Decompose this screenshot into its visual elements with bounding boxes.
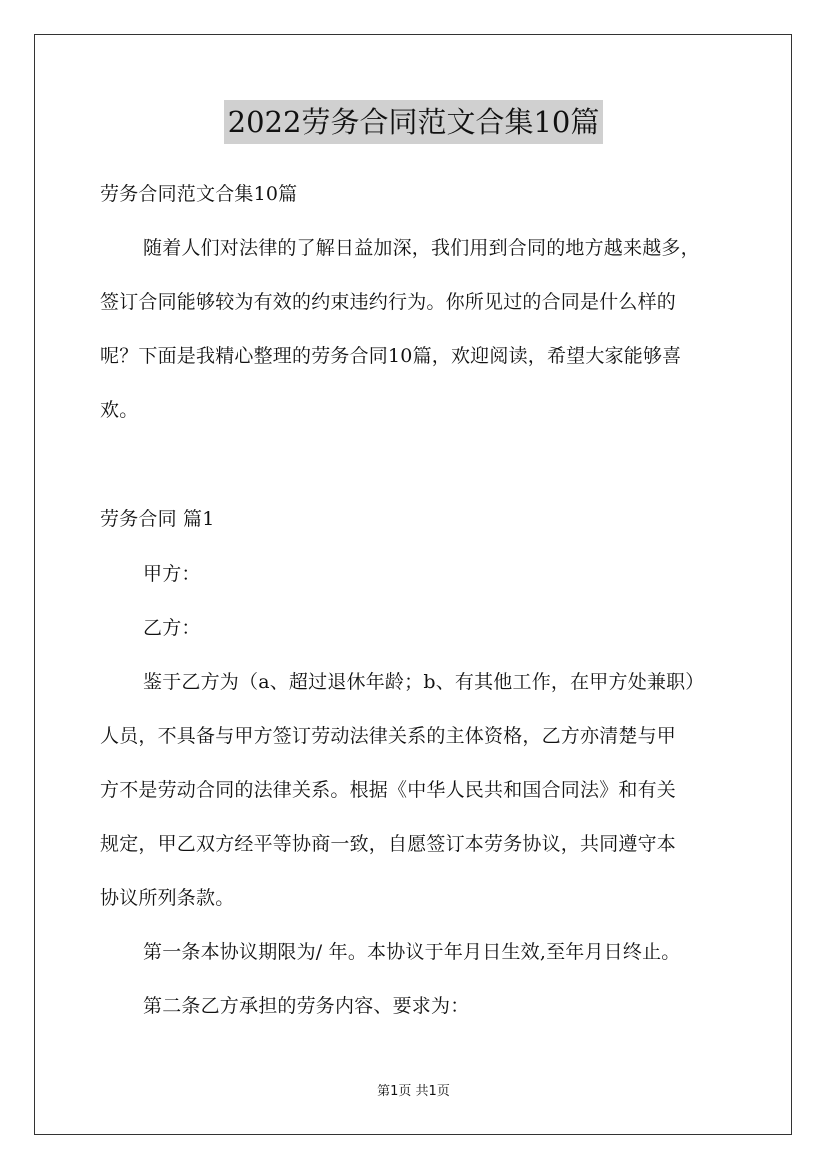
party-b-label: 乙方： [143,617,201,639]
paragraph-line: 方不是劳动合同的法律关系。根据《中华人民共和国合同法》和有关 [100,779,677,801]
paragraph-line: 协议所列条款。 [100,887,235,909]
party-a-label: 甲方： [143,563,201,585]
title-container [0,100,827,144]
page-footer: 第1页 共1页 [377,1084,450,1099]
paragraph-line: 签订合同能够较为有效的约束违约行为。你所见过的合同是什么样的 [100,291,677,313]
contract-heading: 劳务合同 篇1 [100,508,215,530]
paragraph-line: 人员，不具备与甲方签订劳动法律关系的主体资格，乙方亦清楚与甲 [100,725,677,747]
paragraph-line: 呢？下面是我精心整理的劳务合同10篇，欢迎阅读，希望大家能够喜 [100,345,682,367]
document-title: 2022劳务合同范文合集10篇 [224,100,604,144]
paragraph-line: 鉴于乙方为（a、超过退休年龄；b、有其他工作，在甲方处兼职） [143,671,705,693]
article-one: 第一条本协议期限为/ 年。本协议于年月日生效,至年月日终止。 [143,941,681,963]
paragraph-line: 随着人们对法律的了解日益加深，我们用到合同的地方越来越多， [143,237,700,259]
article-two: 第二条乙方承担的劳务内容、要求为： [143,995,470,1017]
paragraph-line: 欢。 [100,399,139,421]
section-heading: 劳务合同范文合集10篇 [100,183,298,205]
paragraph-line: 规定，甲乙双方经平等协商一致，自愿签订本劳务协议，共同遵守本 [100,833,677,855]
